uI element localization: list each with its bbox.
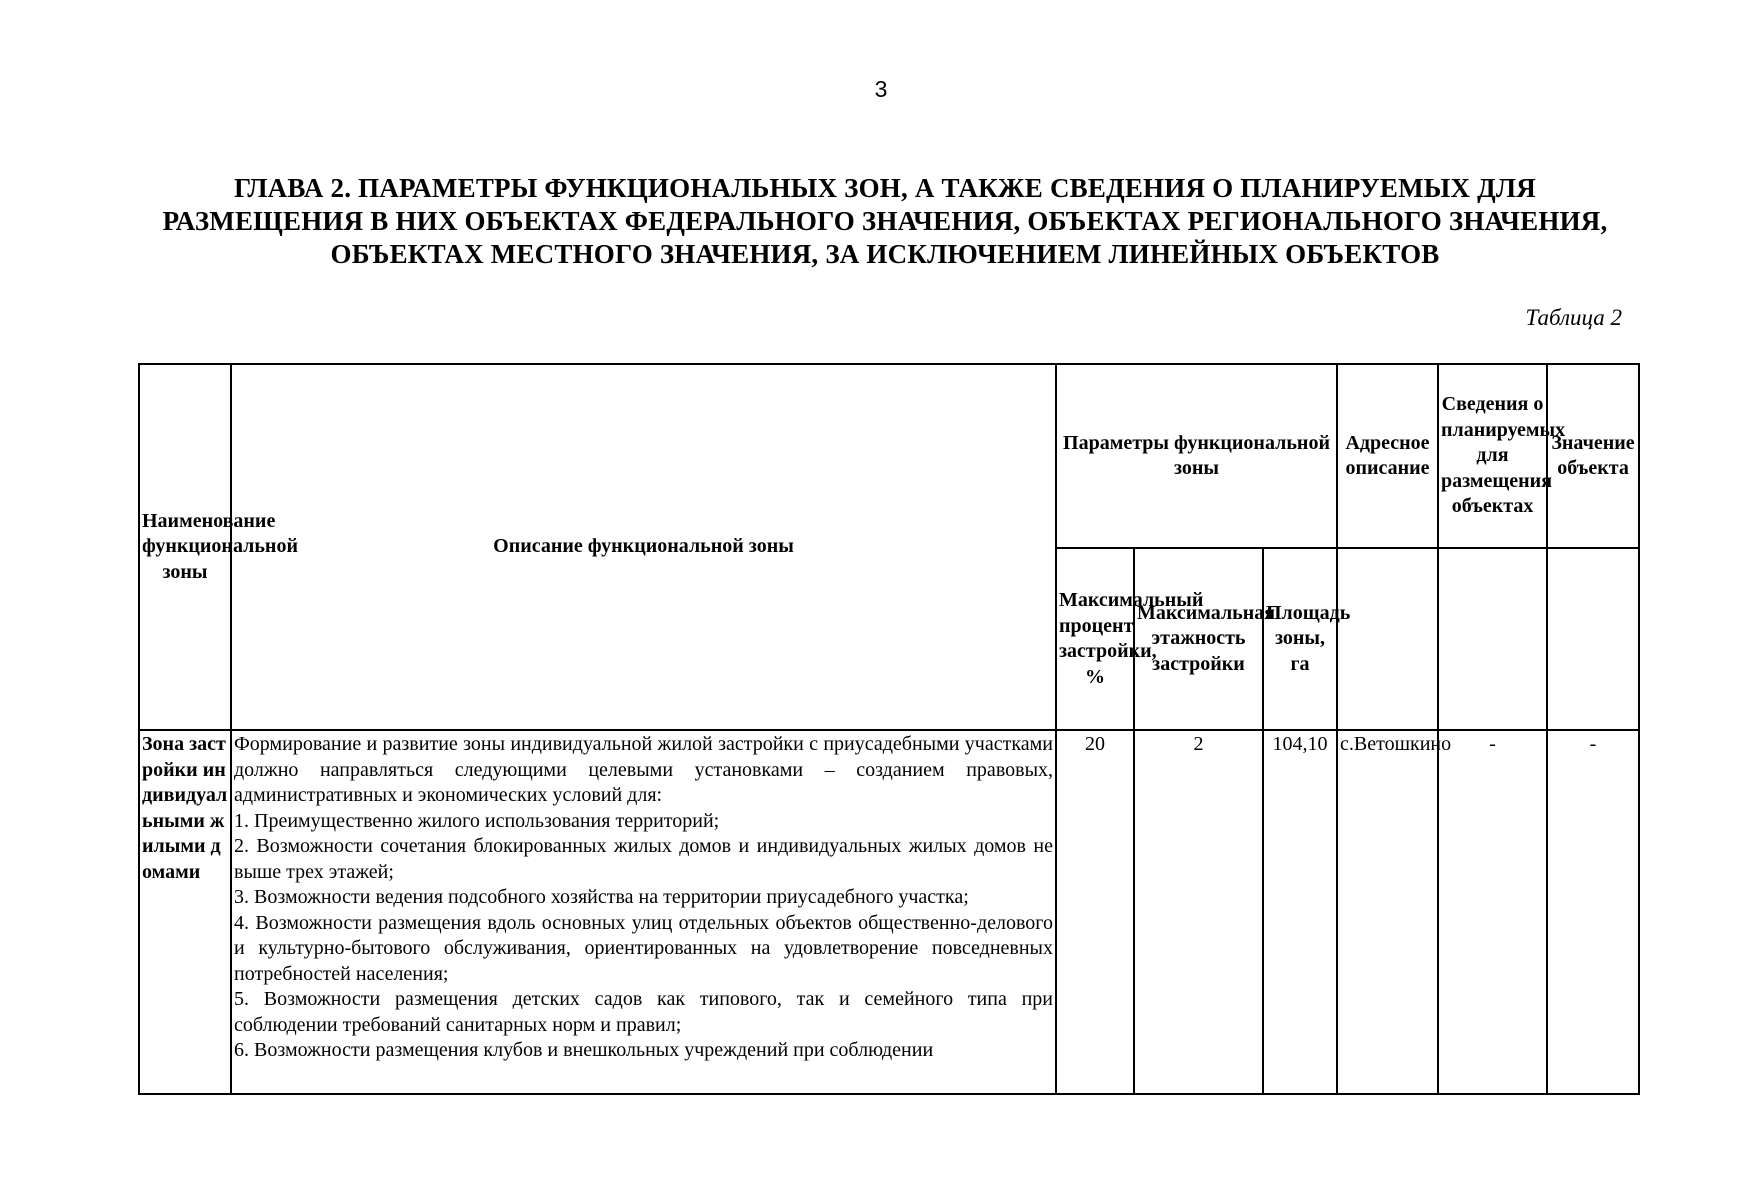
header-zone-name: Наименование функциональной зоны (139, 364, 231, 730)
address-cell: с.Ветошкино (1337, 730, 1438, 1094)
table-caption: Таблица 2 (1525, 305, 1622, 330)
header-parameters: Параметры функциональной зоны (1056, 364, 1337, 548)
zone-name-cell: Зона застройки индивидуальными жилыми домами (139, 730, 231, 1094)
header-max-percent: Максимальный процент застройки, % (1056, 548, 1134, 730)
header-address: Адресное описание (1337, 364, 1438, 548)
description-item-3: 3. Возможности ведения подсобного хозяйства на территории приусадебного участка; (234, 886, 969, 908)
description-intro: Формирование и развитие зоны индивидуальной жилой застройки с приусадебными участками должно направляться следующими целевыми установками – созданием правовых, административных и экономических условий для: (234, 733, 1053, 806)
planned-objects-cell: - (1438, 730, 1547, 1094)
header-object-value: Значение объекта (1547, 364, 1639, 548)
header-description: Описание функциональной зоны (231, 364, 1056, 730)
page-number: 3 (874, 76, 888, 102)
header-value-empty (1547, 548, 1639, 730)
object-value-cell: - (1547, 730, 1639, 1094)
header-planned-objects: Сведения о планируемых для размещения объектах (1438, 364, 1547, 548)
description-item-6: 6. Возможности размещения клубов и внешкольных учреждений при соблюдении (234, 1039, 934, 1061)
description-item-1: 1. Преимущественно жилого использования территорий; (234, 809, 720, 832)
header-row-1 (139, 364, 1639, 548)
header-max-floors: Максимальная этажность застройки (1134, 548, 1263, 730)
chapter-title: ГЛАВА 2. ПАРАМЕТРЫ ФУНКЦИОНАЛЬНЫХ ЗОН, А ТАКЖЕ СВЕДЕНИЯ О ПЛАНИРУЕМЫХ ДЛЯ РАЗМЕЩЕНИЯ В НИХ ОБЪЕКТАХ ФЕДЕРАЛЬНОГО ЗНАЧЕНИЯ, ОБЪЕКТАХ РЕГИОНАЛЬНОГО ЗНАЧЕНИЯ, ОБЪЕКТАХ МЕСТНОГО ЗНАЧЕНИЯ, ЗА ИСКЛЮЧЕНИЕМ ЛИНЕЙНЫХ ОБЪЕКТОВ (162, 173, 1608, 269)
table-row (139, 730, 1639, 1094)
zone-description-cell (231, 730, 1056, 1094)
area-cell: 104,10 (1263, 730, 1337, 1094)
max-floors-cell: 2 (1134, 730, 1263, 1094)
functional-zones-table (138, 363, 1640, 1095)
description-item-2: 2. Возможности сочетания блокированных жилых домов и индивидуальных жилых домов не выше трех этажей; (234, 835, 1053, 883)
header-area: Площадь зоны, га (1263, 548, 1337, 730)
header-address-empty (1337, 548, 1438, 730)
description-item-4: 4. Возможности размещения вдоль основных улиц отдельных объектов общественно-делового и культурно-бытового обслуживания, ориентированных на удовлетворение повседневных потребностей населения; (234, 911, 1053, 985)
header-planned-empty (1438, 548, 1547, 730)
description-item-5: 5. Возможности размещения детских садов как типового, так и семейного типа при соблюдении требований санитарных норм и правил; (234, 988, 1053, 1036)
max-percent-cell: 20 (1056, 730, 1134, 1094)
